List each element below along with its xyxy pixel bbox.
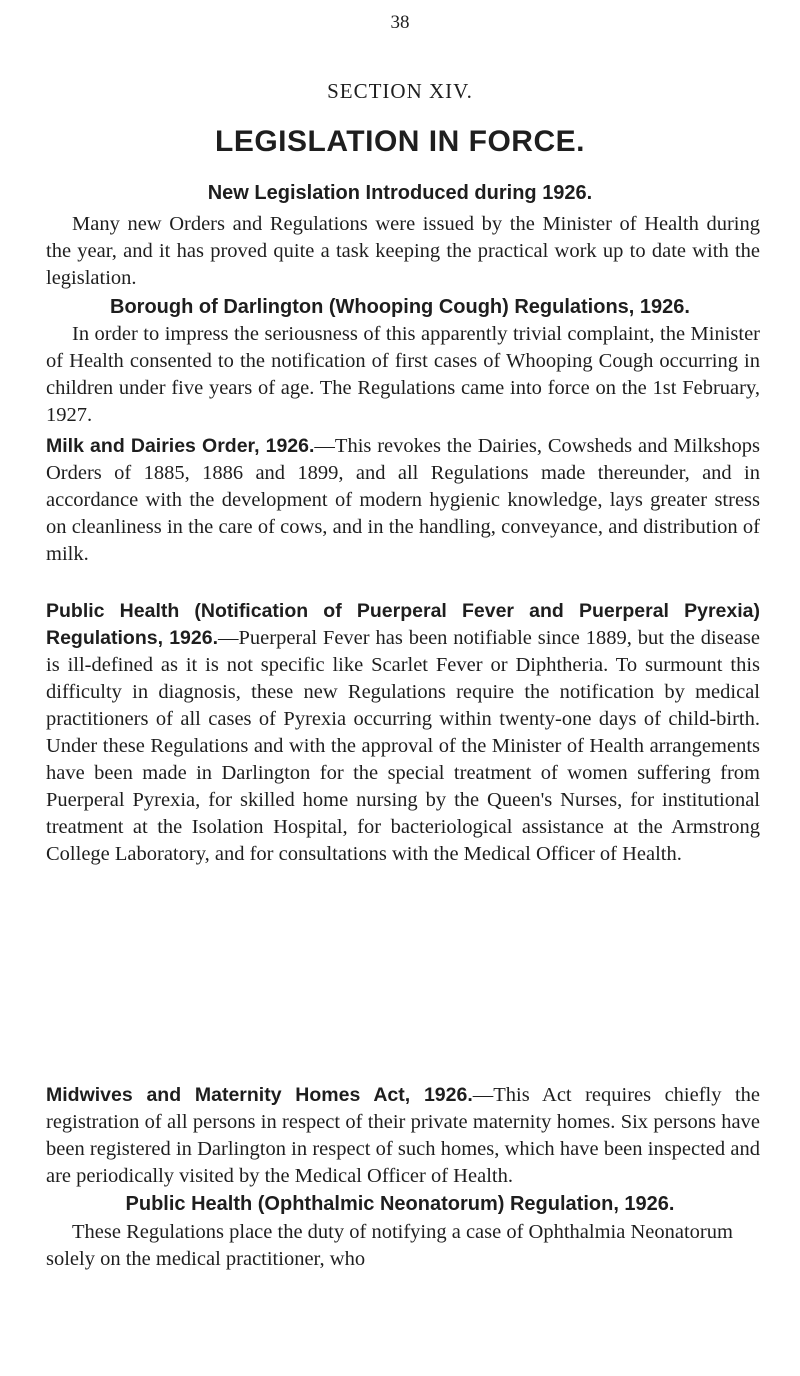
- intro-paragraph: Many new Orders and Regulations were issued by the Minister of Health during the year, and it has proved quite a task keeping the practical work up to date with the legislation.: [46, 213, 760, 289]
- puerperal-regulations-paragraph: [46, 598, 760, 868]
- ophthalmic-regulation-paragraph: These Regulations place the duty of notifying a case of Ophthalmia Neonatorum solely on the medical practitioner, who: [46, 1221, 733, 1270]
- milk-dairies-text: —This revokes the Dairies, Cowsheds and Milkshops Orders of 1885, 1886 and 1899, and all Regulations made thereunder, and in accordance with the development of modern hygienic knowledge, lays greater stress on cleanliness in the care of cows, and in the handling, conveyance, and distribution of milk.: [46, 435, 760, 565]
- puerperal-regulations-heading: Public Health (Notification of Puerperal Fever and Puerperal Pyrexia) Regulations, 1926.: [46, 600, 760, 649]
- midwives-act-text: —This Act requires chiefly the registration of all persons in respect of their private maternity homes. Six persons have been registered in Darlington in respect of such homes, which have been inspected and are periodically visited by the Medical Officer of Health.: [46, 1084, 760, 1187]
- milk-dairies-heading: Milk and Dairies Order, 1926.: [46, 435, 315, 457]
- darlington-regulations-heading: Borough of Darlington (Whooping Cough) Regulations, 1926.: [110, 296, 690, 318]
- page-subtitle: New Legislation Introduced during 1926.: [207, 182, 593, 204]
- puerperal-regulations-text: —Puerperal Fever has been notifiable since 1889, but the disease is ill-defined as it is not specific like Scarlet Fever or Diphtheria. To surmount this difficulty in diagnosis, these new Regulations require the notification by medical practitioners of all cases of Pyrexia occurring within twenty-one days of child-birth. Under these Regulations and with the approval of the Minister of Health arrangements have been made in Darlington for the special treatment of women suffering from Puerperal Pyrexia, for skilled home nursing by the Queen's Nurses, for institutional treatment at the Isolation Hospital, for bacteriological assistance at the Armstrong College Laboratory, and for consultations with the Medical Officer of Health.: [46, 627, 760, 865]
- page-number: 38: [390, 12, 410, 33]
- milk-dairies-paragraph: [46, 433, 760, 568]
- section-heading: SECTION XIV.: [327, 79, 473, 103]
- midwives-act-heading: Midwives and Maternity Homes Act, 1926.: [46, 1084, 473, 1106]
- midwives-act-paragraph: [46, 1082, 760, 1190]
- ophthalmic-regulation-heading: Public Health (Ophthalmic Neonatorum) Regulation, 1926.: [125, 1193, 675, 1215]
- page-title: LEGISLATION IN FORCE.: [215, 125, 585, 158]
- darlington-regulations-paragraph: In order to impress the seriousness of this apparently trivial complaint, the Minister of Health consented to the notification of first cases of Whooping Cough occurring in children under five years of age. The Regulations came into force on the 1st February, 1927.: [46, 323, 760, 426]
